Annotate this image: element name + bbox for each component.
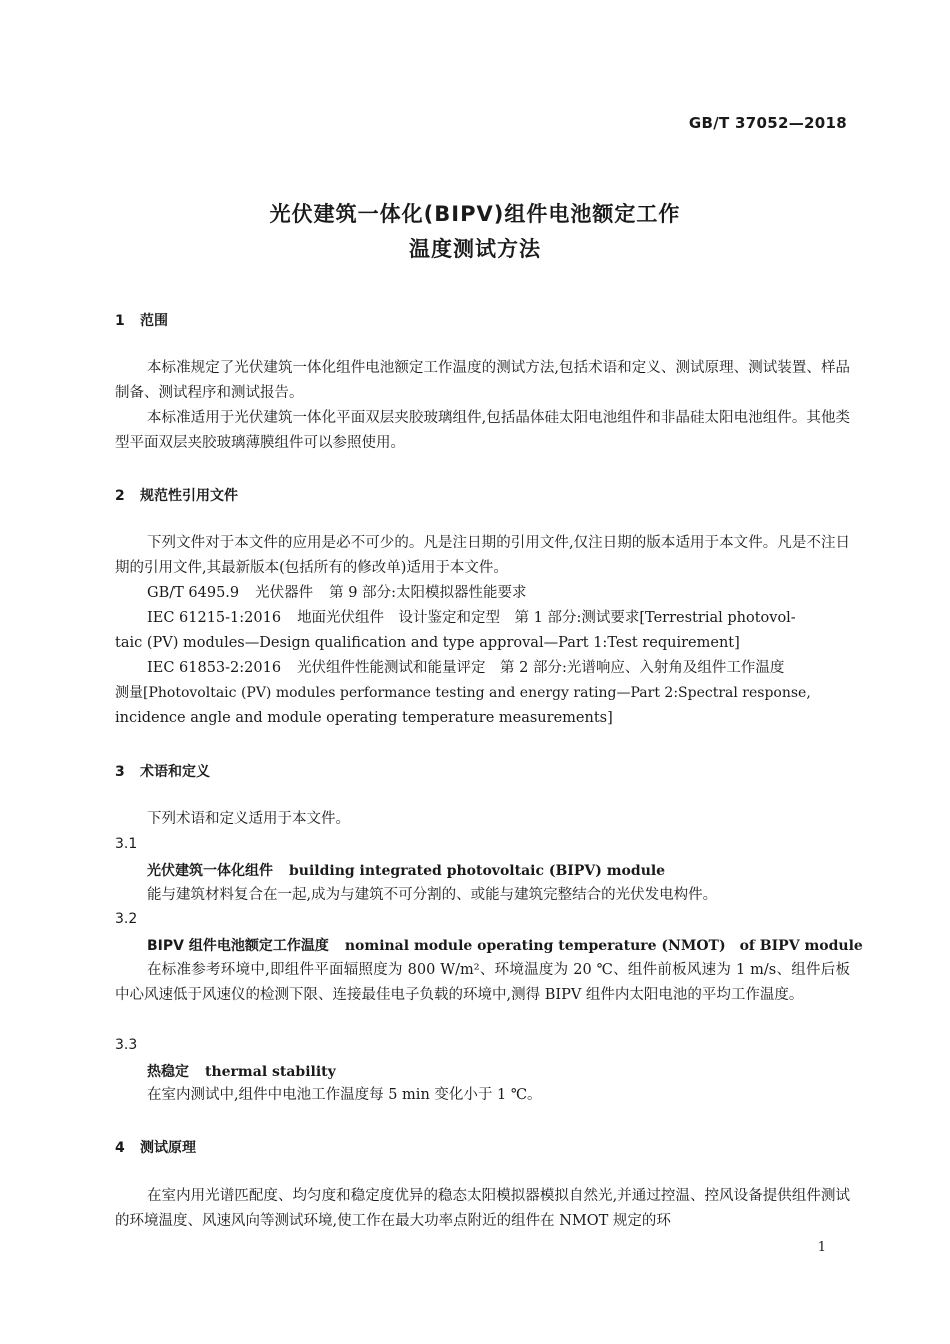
reference-iec-61215-1-continued: taic (PV) modules—Design qualification and type approval—Part 1:Test requirement] xyxy=(115,635,740,651)
term-english: thermal stability xyxy=(205,1064,336,1080)
reference-gbt-6495-9 xyxy=(147,581,526,606)
page-number: 1 xyxy=(817,1240,826,1255)
reference-code: IEC 61215-1:2016 xyxy=(147,610,282,626)
reference-code: GB/T 6495.9 xyxy=(147,585,240,601)
section-number: 2 xyxy=(115,488,125,504)
term-chinese: 光伏建筑一体化组件 xyxy=(147,863,273,879)
reference-iec-61853-2-continued: 测量[Photovoltaic (PV) modules performance testing and energy rating—Part 2:Spectral response, xyxy=(115,685,811,701)
term-3-2-title xyxy=(147,935,863,955)
term-3-2-definition: 在标准参考环境中,即组件平面辐照度为 800 W/m²、环境温度为 20 ℃、组件前板风速为 1 m/s、组件后板中心风速低于风速仪的检测下限、连接最佳电子负载的环境中,测得 BIPV 组件内太阳电池的平均工作温度。 xyxy=(115,962,850,1003)
section-2-intro: 下列文件对于本文件的应用是必不可少的。凡是注日期的引用文件,仅注日期的版本适用于本文件。凡是不注日期的引用文件,其最新版本(包括所有的修改单)适用于本文件。 xyxy=(115,535,850,576)
section-title: 范围 xyxy=(140,313,168,329)
reference-code: IEC 61853-2:2016 xyxy=(147,660,282,676)
section-1-heading xyxy=(115,310,168,330)
reference-title: 光伏器件 xyxy=(255,585,314,601)
term-3-2-number: 3.2 xyxy=(115,911,138,927)
reference-title: 光伏组件性能测试和能量评定 第 2 部分:光谱响应、入射角及组件工作温度 xyxy=(297,660,785,676)
reference-title: 地面光伏组件 设计鉴定和定型 第 1 部分:测试要求[Terrestrial photovol- xyxy=(297,610,796,626)
term-3-3-number: 3.3 xyxy=(115,1037,138,1053)
section-1-paragraph-1: 本标准规定了光伏建筑一体化组件电池额定工作温度的测试方法,包括术语和定义、测试原理、测试装置、样品制备、测试程序和测试报告。 xyxy=(115,360,850,401)
reference-iec-61853-2 xyxy=(147,656,784,681)
section-number: 3 xyxy=(115,764,125,780)
section-number: 1 xyxy=(115,313,125,329)
section-4-paragraph-1: 在室内用光谱匹配度、均匀度和稳定度优异的稳态太阳模拟器模拟自然光,并通过控温、控风设备提供组件测试的环境温度、风速风向等测试环境,使工作在最大功率点附近的组件在 NMOT 规定的环 xyxy=(115,1188,850,1229)
term-3-1-definition: 能与建筑材料复合在一起,成为与建筑不可分割的、或能与建筑完整结合的光伏发电构件。 xyxy=(147,887,718,903)
document-title-line-2: 温度测试方法 xyxy=(409,237,541,261)
section-number: 4 xyxy=(115,1140,125,1156)
term-3-1-title xyxy=(147,860,665,880)
term-chinese: 热稳定 xyxy=(147,1064,189,1080)
term-english: nominal module operating temperature (NMOT) of BIPV module xyxy=(344,938,863,954)
section-title: 术语和定义 xyxy=(140,764,210,780)
term-3-1-number: 3.1 xyxy=(115,836,138,852)
term-chinese: BIPV 组件电池额定工作温度 xyxy=(147,938,329,954)
term-english: building integrated photovoltaic (BIPV) module xyxy=(289,863,666,879)
standard-code: GB/T 37052—2018 xyxy=(688,114,847,132)
section-3-heading xyxy=(115,761,210,781)
section-4-heading xyxy=(115,1137,196,1157)
reference-iec-61215-1 xyxy=(147,606,796,631)
reference-title-part: 第 9 部分:太阳模拟器性能要求 xyxy=(329,585,527,601)
section-1-paragraph-2: 本标准适用于光伏建筑一体化平面双层夹胶玻璃组件,包括晶体硅太阳电池组件和非晶硅太阳电池组件。其他类型平面双层夹胶玻璃薄膜组件可以参照使用。 xyxy=(115,410,850,451)
section-3-intro: 下列术语和定义适用于本文件。 xyxy=(147,811,350,827)
document-title-line-1: 光伏建筑一体化(BIPV)组件电池额定工作 xyxy=(269,202,681,226)
section-2-heading xyxy=(115,485,238,505)
term-3-3-title xyxy=(147,1061,336,1081)
reference-iec-61853-2-continued-2: incidence angle and module operating temperature measurements] xyxy=(115,710,613,726)
term-3-3-definition: 在室内测试中,组件中电池工作温度每 5 min 变化小于 1 ℃。 xyxy=(147,1087,542,1103)
section-title: 测试原理 xyxy=(140,1140,196,1156)
section-title: 规范性引用文件 xyxy=(140,488,238,504)
